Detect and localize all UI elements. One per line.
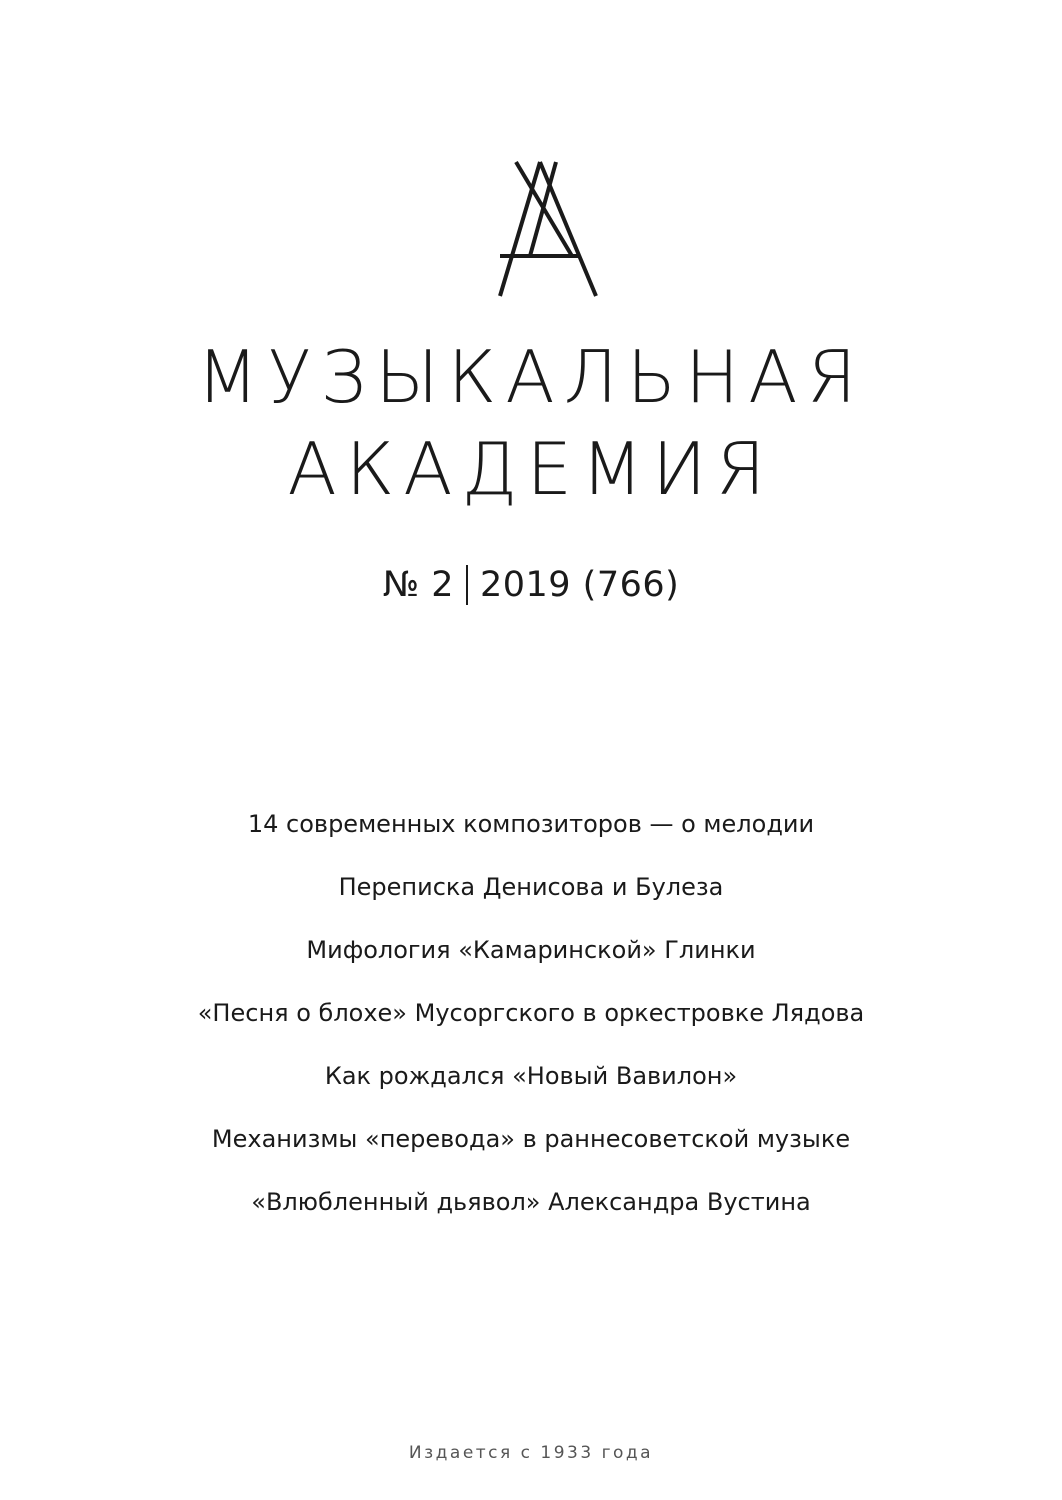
magazine-title-line-2: АКАДЕМИЯ: [287, 427, 775, 511]
contents-item: «Влюбленный дьявол» Александра Вустина: [251, 1188, 811, 1216]
contents-item: «Песня о блохе» Мусоргского в оркестровке Лядова: [197, 999, 865, 1027]
contents-item: Переписка Денисова и Булеза: [338, 873, 724, 901]
issue-info: [0, 560, 1062, 610]
ad-monogram-logo-icon: [486, 160, 606, 300]
contents-item: Мифология «Камаринской» Глинки: [306, 936, 756, 964]
contents-list: [0, 806, 1062, 1247]
contents-item: Механизмы «перевода» в раннесоветской музыке: [211, 1125, 851, 1153]
contents-item: 14 современных композиторов — о мелодии: [247, 810, 815, 838]
issue-year: 2019 (766): [479, 565, 680, 605]
publication-since-note: Издается с 1933 года: [408, 1443, 654, 1463]
magazine-title-line-1: МУЗЫКАЛЬНАЯ: [196, 335, 866, 419]
issue-number: № 2: [382, 565, 454, 605]
contents-item: Как рождался «Новый Вавилон»: [324, 1062, 738, 1090]
issue-separator: [466, 565, 468, 605]
